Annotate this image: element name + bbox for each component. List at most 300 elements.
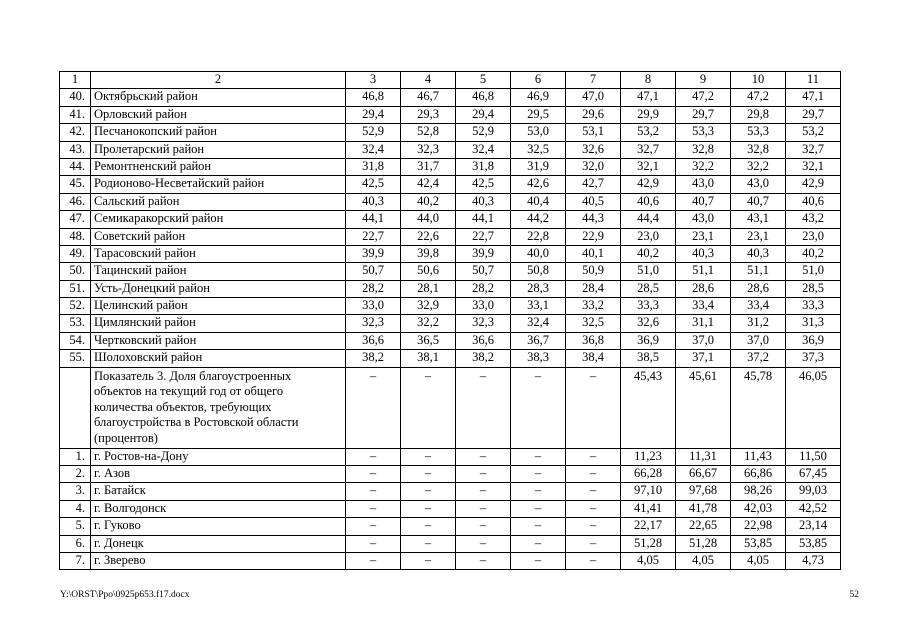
value-cell: 36,9 [786,332,841,349]
value-cell: 32,2 [731,158,786,175]
value-cell: – [456,552,511,569]
row-number: 41. [60,106,91,123]
value-cell: – [511,518,566,535]
value-cell: 41,78 [676,500,731,517]
column-header: 2 [91,72,346,89]
value-cell: 33,4 [676,298,731,315]
row-number: 45. [60,176,91,193]
value-cell: 29,7 [786,106,841,123]
value-cell: 33,0 [456,298,511,315]
value-cell: 32,7 [621,141,676,158]
value-cell: 46,9 [511,89,566,106]
table-row [60,141,841,158]
value-cell: 50,9 [566,263,621,280]
value-cell: 28,4 [566,280,621,297]
column-header: 3 [346,72,401,89]
value-cell: – [401,466,456,483]
value-cell: – [511,535,566,552]
table-row [60,176,841,193]
value-cell: 33,1 [511,298,566,315]
value-cell: 29,6 [566,106,621,123]
value-cell: – [346,500,401,517]
value-cell: 4,05 [621,552,676,569]
value-cell: 32,0 [566,158,621,175]
table-row [60,483,841,500]
row-name: г. Волгодонск [91,500,346,517]
value-cell: 50,7 [456,263,511,280]
row-name: Шолоховский район [91,350,346,367]
value-cell: 66,28 [621,466,676,483]
footer-page-number: 52 [849,590,859,600]
value-cell: 42,52 [786,500,841,517]
table-row [60,518,841,535]
value-cell: 52,9 [456,124,511,141]
value-cell: 46,8 [346,89,401,106]
value-cell: 51,1 [731,263,786,280]
value-cell: 47,0 [566,89,621,106]
row-number: 1. [60,448,91,465]
value-cell: 22,9 [566,228,621,245]
value-cell: – [401,367,456,448]
value-cell: 36,6 [346,332,401,349]
value-cell: 33,2 [566,298,621,315]
value-cell: 40,6 [786,193,841,210]
value-cell: 51,0 [786,263,841,280]
value-cell: 66,86 [731,466,786,483]
value-cell: – [566,483,621,500]
value-cell: 97,68 [676,483,731,500]
table-row [60,106,841,123]
value-cell: 40,6 [621,193,676,210]
value-cell: 28,2 [346,280,401,297]
value-cell: 40,5 [566,193,621,210]
value-cell: 46,05 [786,367,841,448]
value-cell: 40,2 [786,245,841,262]
table-row [60,350,841,367]
value-cell: – [566,448,621,465]
value-cell: 98,26 [731,483,786,500]
value-cell: 42,6 [511,176,566,193]
table-row [60,245,841,262]
value-cell: 40,2 [401,193,456,210]
value-cell: 36,6 [456,332,511,349]
value-cell: – [346,552,401,569]
value-cell: 29,3 [401,106,456,123]
value-cell: 53,2 [786,124,841,141]
value-cell: 36,5 [401,332,456,349]
value-cell: 22,8 [511,228,566,245]
value-cell: 53,0 [511,124,566,141]
indicator-row [60,367,841,448]
value-cell: 40,0 [511,245,566,262]
value-cell: 53,85 [786,535,841,552]
table-row [60,535,841,552]
value-cell: – [456,483,511,500]
value-cell: 53,1 [566,124,621,141]
value-cell: – [456,448,511,465]
row-name: Чертковский район [91,332,346,349]
value-cell: 31,1 [676,315,731,332]
row-number: 4. [60,500,91,517]
value-cell: 47,2 [676,89,731,106]
value-cell: 43,0 [731,176,786,193]
value-cell: 33,0 [346,298,401,315]
value-cell: 32,1 [786,158,841,175]
value-cell: 23,0 [786,228,841,245]
value-cell: – [566,518,621,535]
table-row [60,448,841,465]
row-number: 2. [60,466,91,483]
value-cell: 32,5 [566,315,621,332]
value-cell: 66,67 [676,466,731,483]
value-cell: – [456,518,511,535]
table-row [60,193,841,210]
row-name: г. Донецк [91,535,346,552]
value-cell: 4,05 [731,552,786,569]
row-name: Песчанокопский район [91,124,346,141]
row-name: Усть-Донецкий район [91,280,346,297]
value-cell: – [401,552,456,569]
value-cell: 32,3 [401,141,456,158]
row-name: Семикаракорский район [91,211,346,228]
value-cell: 29,4 [456,106,511,123]
value-cell: 47,1 [786,89,841,106]
row-name: Показатель 3. Доля благоустроенных объектов на текущий год от общего количества объектов, требующих благоустройства в Ростовской области (процентов) [91,367,346,448]
column-header: 8 [621,72,676,89]
row-name: Сальский район [91,193,346,210]
value-cell: – [456,367,511,448]
value-cell: 53,2 [621,124,676,141]
value-cell: 29,9 [621,106,676,123]
row-number: 53. [60,315,91,332]
value-cell: – [511,500,566,517]
row-name: Октябрьский район [91,89,346,106]
row-name: г. Зверево [91,552,346,569]
value-cell: 23,1 [676,228,731,245]
value-cell: 39,8 [401,245,456,262]
table-row [60,158,841,175]
value-cell: 32,6 [621,315,676,332]
value-cell: 32,3 [456,315,511,332]
column-header: 5 [456,72,511,89]
value-cell: 23,14 [786,518,841,535]
value-cell: 46,8 [456,89,511,106]
value-cell: 52,8 [401,124,456,141]
value-cell: 38,4 [566,350,621,367]
value-cell: 37,0 [731,332,786,349]
value-cell: – [566,500,621,517]
value-cell: 32,1 [621,158,676,175]
value-cell: 43,0 [676,211,731,228]
table-row [60,211,841,228]
table-row [60,315,841,332]
value-cell: – [401,518,456,535]
footer-file-path: Y:\ORST\Ppo\0925p653.f17.docx [60,590,190,600]
value-cell: 36,8 [566,332,621,349]
value-cell: 32,4 [456,141,511,158]
value-cell: 28,2 [456,280,511,297]
value-cell: 47,1 [621,89,676,106]
value-cell: 32,9 [401,298,456,315]
value-cell: 44,2 [511,211,566,228]
value-cell: 32,6 [566,141,621,158]
value-cell: – [346,466,401,483]
value-cell: 50,6 [401,263,456,280]
value-cell: – [401,448,456,465]
value-cell: 23,0 [621,228,676,245]
value-cell: 22,17 [621,518,676,535]
value-cell: 43,0 [676,176,731,193]
value-cell: – [401,483,456,500]
value-cell: 99,03 [786,483,841,500]
value-cell: 37,0 [676,332,731,349]
value-cell: 23,1 [731,228,786,245]
table-row [60,332,841,349]
row-name: Орловский район [91,106,346,123]
table-row [60,298,841,315]
value-cell: 28,6 [731,280,786,297]
value-cell: 42,4 [401,176,456,193]
value-cell: 42,9 [621,176,676,193]
value-cell: 44,0 [401,211,456,228]
table-row [60,228,841,245]
row-name: г. Батайск [91,483,346,500]
value-cell: – [346,535,401,552]
value-cell: 28,5 [621,280,676,297]
column-header: 7 [566,72,621,89]
value-cell: 11,31 [676,448,731,465]
value-cell: 29,8 [731,106,786,123]
value-cell: 40,3 [731,245,786,262]
value-cell: 40,3 [346,193,401,210]
row-name: Тарасовский район [91,245,346,262]
value-cell: 38,5 [621,350,676,367]
value-cell: 4,73 [786,552,841,569]
value-cell: 39,9 [456,245,511,262]
value-cell: 32,5 [511,141,566,158]
value-cell: 31,3 [786,315,841,332]
value-cell: – [511,483,566,500]
value-cell: 11,23 [621,448,676,465]
row-number: 48. [60,228,91,245]
value-cell: – [566,367,621,448]
value-cell: 42,7 [566,176,621,193]
value-cell: 22,7 [346,228,401,245]
value-cell: 52,9 [346,124,401,141]
value-cell: – [456,466,511,483]
value-cell: 41,41 [621,500,676,517]
value-cell: 42,5 [346,176,401,193]
row-number: 50. [60,263,91,280]
table-row [60,280,841,297]
value-cell: – [511,552,566,569]
value-cell: 45,78 [731,367,786,448]
column-header: 9 [676,72,731,89]
value-cell: 40,7 [676,193,731,210]
value-cell: 31,2 [731,315,786,332]
value-cell: 44,1 [456,211,511,228]
row-name: г. Азов [91,466,346,483]
value-cell: 28,1 [401,280,456,297]
row-number: 7. [60,552,91,569]
row-number: 55. [60,350,91,367]
value-cell: 53,3 [731,124,786,141]
value-cell: 44,3 [566,211,621,228]
value-cell: 43,2 [786,211,841,228]
value-cell: 40,4 [511,193,566,210]
value-cell: – [566,552,621,569]
value-cell: 46,7 [401,89,456,106]
value-cell: 28,6 [676,280,731,297]
value-cell: 33,3 [621,298,676,315]
row-number: 42. [60,124,91,141]
value-cell: 36,7 [511,332,566,349]
value-cell: – [456,500,511,517]
value-cell: 32,4 [511,315,566,332]
row-number: 6. [60,535,91,552]
column-header: 6 [511,72,566,89]
row-name: г. Ростов-на-Дону [91,448,346,465]
value-cell: 31,9 [511,158,566,175]
table-row [60,124,841,141]
row-number [60,367,91,448]
value-cell: 40,1 [566,245,621,262]
value-cell: 33,3 [786,298,841,315]
value-cell: 50,7 [346,263,401,280]
value-cell: – [346,483,401,500]
value-cell: 33,4 [731,298,786,315]
row-name: Родионово-Несветайский район [91,176,346,193]
row-number: 54. [60,332,91,349]
value-cell: 38,2 [456,350,511,367]
value-cell: – [566,466,621,483]
value-cell: 11,50 [786,448,841,465]
data-table [59,71,841,570]
value-cell: – [511,448,566,465]
value-cell: 40,3 [676,245,731,262]
row-name: Целинский район [91,298,346,315]
table-row [60,466,841,483]
row-number: 46. [60,193,91,210]
value-cell: 51,28 [621,535,676,552]
value-cell: 22,7 [456,228,511,245]
value-cell: 38,2 [346,350,401,367]
value-cell: – [511,466,566,483]
value-cell: 11,43 [731,448,786,465]
table-body [60,72,841,570]
value-cell: 37,3 [786,350,841,367]
value-cell: – [566,535,621,552]
table-row [60,89,841,106]
row-number: 51. [60,280,91,297]
value-cell: 31,7 [401,158,456,175]
value-cell: 40,3 [456,193,511,210]
row-number: 43. [60,141,91,158]
value-cell: 29,7 [676,106,731,123]
table-row [60,500,841,517]
row-number: 44. [60,158,91,175]
value-cell: 45,61 [676,367,731,448]
table-row [60,263,841,280]
value-cell: – [346,518,401,535]
value-cell: 32,2 [676,158,731,175]
row-number: 47. [60,211,91,228]
value-cell: 31,8 [346,158,401,175]
value-cell: 37,1 [676,350,731,367]
value-cell: 40,2 [621,245,676,262]
value-cell: 28,3 [511,280,566,297]
value-cell: 53,3 [676,124,731,141]
value-cell: – [346,367,401,448]
column-header: 1 [60,72,91,89]
value-cell: 29,5 [511,106,566,123]
value-cell: 51,0 [621,263,676,280]
row-name: г. Гуково [91,518,346,535]
table-row [60,552,841,569]
value-cell: 29,4 [346,106,401,123]
value-cell: 31,8 [456,158,511,175]
value-cell: 32,4 [346,141,401,158]
row-name: Пролетарский район [91,141,346,158]
value-cell: 51,28 [676,535,731,552]
value-cell: 50,8 [511,263,566,280]
value-cell: 42,9 [786,176,841,193]
value-cell: 40,7 [731,193,786,210]
column-header: 4 [401,72,456,89]
value-cell: 67,45 [786,466,841,483]
value-cell: 42,03 [731,500,786,517]
value-cell: 38,3 [511,350,566,367]
value-cell: 47,2 [731,89,786,106]
row-name: Советский район [91,228,346,245]
value-cell: 97,10 [621,483,676,500]
column-header: 10 [731,72,786,89]
value-cell: – [346,448,401,465]
value-cell: 22,98 [731,518,786,535]
value-cell: 36,9 [621,332,676,349]
value-cell: 44,1 [346,211,401,228]
value-cell: 32,3 [346,315,401,332]
row-number: 3. [60,483,91,500]
row-number: 52. [60,298,91,315]
value-cell: 43,1 [731,211,786,228]
row-number: 49. [60,245,91,262]
value-cell: 37,2 [731,350,786,367]
row-name: Тацинский район [91,263,346,280]
value-cell: – [401,500,456,517]
column-header: 11 [786,72,841,89]
value-cell: – [401,535,456,552]
row-name: Ремонтненский район [91,158,346,175]
value-cell: 4,05 [676,552,731,569]
value-cell: – [511,367,566,448]
value-cell: 42,5 [456,176,511,193]
value-cell: 32,8 [676,141,731,158]
value-cell: 38,1 [401,350,456,367]
header-row [60,72,841,89]
row-number: 5. [60,518,91,535]
value-cell: 44,4 [621,211,676,228]
value-cell: 51,1 [676,263,731,280]
value-cell: 22,6 [401,228,456,245]
value-cell: – [456,535,511,552]
row-name: Цимлянский район [91,315,346,332]
value-cell: 53,85 [731,535,786,552]
value-cell: 22,65 [676,518,731,535]
value-cell: 32,8 [731,141,786,158]
value-cell: 45,43 [621,367,676,448]
value-cell: 32,7 [786,141,841,158]
